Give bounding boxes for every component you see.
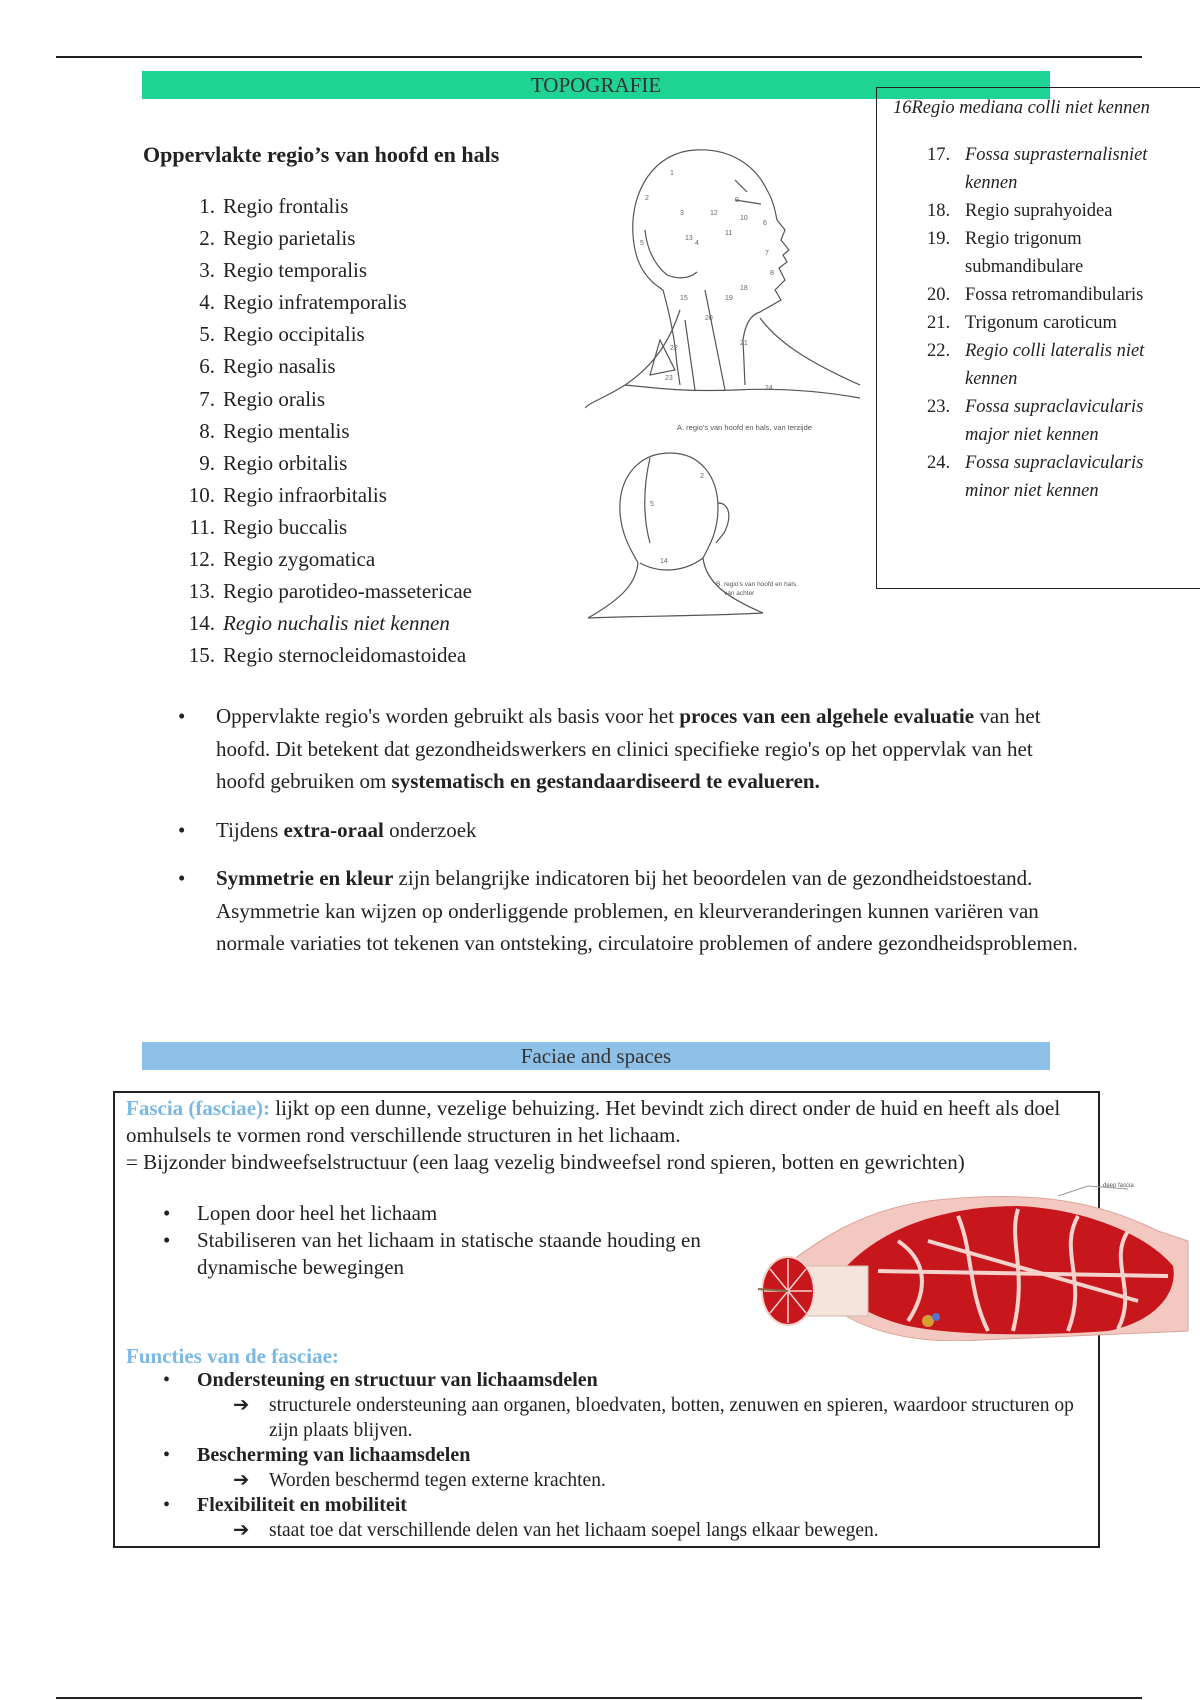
head-num: 3 <box>680 210 684 217</box>
list-item: 12. Regio zygomatica <box>188 547 376 572</box>
head-num: 2 <box>645 195 649 202</box>
head-num: 22 <box>670 345 678 352</box>
fascia-intro: Fascia (fasciae): lijkt op een dunne, vezelige behuizing. Het bevindt zich direct onder de huid en heeft als doel omhulsels te vormen rond verschillende structuren in het lichaam. = Bijzonder bindweefselstructuur (een laag vezelig bindweefsel rond spieren, botten en gewrichten) <box>126 1096 1061 1174</box>
bottom-rule <box>56 1697 1142 1699</box>
arrow-icon: ➔ <box>233 1520 250 1541</box>
head-lateral-illustration <box>585 140 870 440</box>
head-num: 10 <box>740 215 748 222</box>
head-num: 19 <box>725 295 733 302</box>
head-num: 1 <box>670 170 674 177</box>
figure-caption-b-line2: van achter <box>724 590 755 597</box>
list-item: 4. Regio infratemporalis <box>199 290 407 315</box>
arrow-icon: ➔ <box>233 1395 250 1416</box>
list-item: • Tijdens extra-oraal onderzoek <box>178 814 1078 847</box>
head-num: 24 <box>765 385 773 392</box>
list-item: 15. Regio sternocleidomastoidea <box>188 643 467 668</box>
functions-list <box>163 1368 1083 1543</box>
top-rule <box>56 56 1142 58</box>
list-item: • Lopen door heel het lichaam <box>163 1200 713 1227</box>
head-num: 21 <box>740 340 748 347</box>
list-item: 13. Regio parotideo-massetericae <box>188 579 472 604</box>
list-item: 23. Fossa supraclavicularis major niet kennen <box>927 397 1144 445</box>
head-num: 20 <box>705 315 713 322</box>
head-num: 15 <box>680 295 688 302</box>
figure-caption-a: A. regio’s van hoofd en hals, van terzijde <box>677 423 812 432</box>
list-item: • Bescherming van lichaamsdelen ➔ Worden beschermd tegen externe krachten. <box>163 1443 1083 1493</box>
muscle-fascia-illustration <box>758 1181 1190 1341</box>
list-item: 2. Regio parietalis <box>199 226 356 251</box>
head-num: 7 <box>765 250 769 257</box>
section-header-faciae: Faciae and spaces <box>142 1042 1050 1070</box>
list-item: 1. Regio frontalis <box>199 194 349 218</box>
list-item: 8. Regio mentalis <box>199 418 350 443</box>
head-num: 12 <box>710 210 718 217</box>
head-num: 23 <box>665 375 673 382</box>
figure-caption-b: B. regio’s van hoofd en hals, <box>716 581 798 588</box>
head-num: 13 <box>685 235 693 242</box>
list-item: 18. Regio suprahyoidea <box>927 201 1113 221</box>
list-item: 9. Regio orbitalis <box>199 450 348 475</box>
evaluation-bullets <box>178 700 1078 976</box>
list-item: 19. Regio trigonum submandibulare <box>927 229 1084 277</box>
list-item: • Ondersteuning en structuur van lichaamsdelen ➔ structurele ondersteuning aan organen, bloedvaten, botten, zenuwen en spieren, waardoor structuren op zijn plaats blijven. <box>163 1368 1083 1443</box>
head-num: 6 <box>763 220 767 227</box>
fascia-box <box>113 1091 1134 1548</box>
head-num: 5 <box>650 501 654 508</box>
list-item: 22. Regio colli lateralis niet kennen <box>927 341 1145 389</box>
head-num: 4 <box>695 240 699 247</box>
sidebox-heading: 16Regio mediana colli niet kennen <box>893 98 1150 118</box>
deep-fascia-label: deep fascia <box>1103 1183 1134 1189</box>
head-num: 5 <box>640 240 644 247</box>
head-num: 14 <box>660 558 668 565</box>
section-header-topografie: TOPOGRAFIE <box>142 71 1050 99</box>
fascia-points <box>163 1200 713 1281</box>
head-posterior-illustration <box>588 448 858 628</box>
functions-title: Functies van de fasciae: <box>126 1344 339 1368</box>
head-num: 11 <box>725 230 733 237</box>
head-num: 2 <box>700 473 704 480</box>
list-item: 24. Fossa supraclavicularis minor niet kennen <box>927 453 1144 501</box>
list-item: 5. Regio occipitalis <box>199 322 365 347</box>
fascia-term: Fascia (fasciae): <box>126 1096 271 1120</box>
list-item: 7. Regio oralis <box>199 386 326 411</box>
list-item: 6. Regio nasalis <box>199 354 336 379</box>
head-num: 18 <box>740 285 748 292</box>
list-item: 17. Fossa suprasternalisniet kennen <box>927 145 1148 193</box>
list-item: • Oppervlakte regio's worden gebruikt als basis voor het proces van een algehele evaluatie van het hoofd. Dit betekent dat gezondheidswerkers en clinici specifieke regio's op het oppervlak van het hoofd gebruiken om systematisch en gestandaardiseerd te evalueren. <box>178 700 1078 798</box>
list-item: • Stabiliseren van het lichaam in statische staande houding en dynamische bewegingen <box>163 1227 713 1281</box>
list-item: • Flexibiliteit en mobiliteit ➔ staat toe dat verschillende delen van het lichaam soepel langs elkaar bewegen. <box>163 1493 1083 1543</box>
regions-sidebox <box>876 87 1200 589</box>
head-num: 8 <box>770 270 774 277</box>
list-item: 3. Regio temporalis <box>199 258 368 283</box>
regions-list <box>165 190 472 671</box>
list-item: 10. Regio infraorbitalis <box>188 482 387 507</box>
list-item: • Symmetrie en kleur zijn belangrijke indicatoren bij het beoordelen van de gezondheidstoestand. Asymmetrie kan wijzen op onderliggende problemen, en kleurveranderingen kunnen variëren van normale variaties tot tekenen van ontsteking, circulatoire problemen of andere gezondheidsproblemen. <box>178 862 1078 960</box>
head-num: 9 <box>735 197 739 204</box>
regions-title: Oppervlakte regio’s van hoofd en hals <box>143 142 500 167</box>
list-item: 21. Trigonum caroticum <box>927 313 1117 333</box>
list-item: 11. Regio buccalis <box>189 514 348 539</box>
list-item: 20. Fossa retromandibularis <box>927 285 1144 305</box>
list-item: 14. Regio nuchalis niet kennen <box>188 611 450 636</box>
arrow-icon: ➔ <box>233 1470 250 1491</box>
